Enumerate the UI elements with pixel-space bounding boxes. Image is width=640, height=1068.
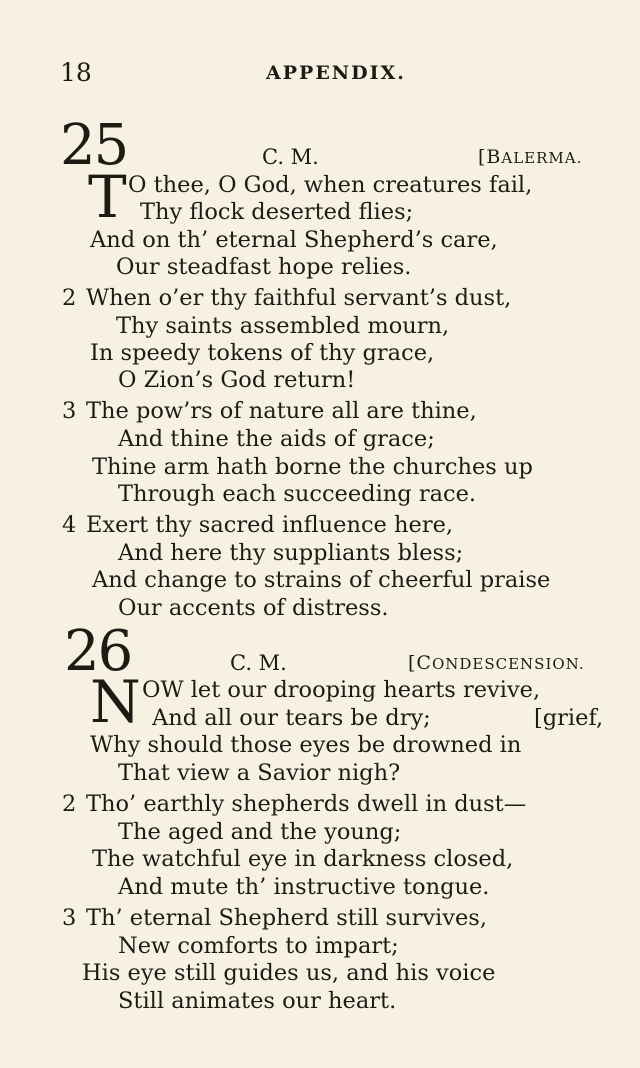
page-number: 18 (60, 58, 92, 87)
verse-line: His eye still guides us, and his voice (82, 960, 496, 986)
verse-number: 2 (62, 791, 77, 817)
verse-line: And mute th’ instructive tongue. (118, 874, 490, 900)
hymn-number: 25 (60, 113, 128, 178)
verse-line: And on th’ eternal Shepherd’s care, (90, 227, 498, 253)
verse-line: 2 Tho’ earthly shepherds dwell in dust— (62, 791, 527, 817)
verse-line: Still animates our heart. (118, 988, 397, 1014)
verse-line: O Zion’s God return! (118, 367, 356, 393)
verse-line: Our accents of distress. (118, 595, 389, 621)
tune-initial: [B (478, 146, 502, 168)
verse-number: 3 (62, 905, 77, 931)
verse-line: In speedy tokens of thy grace, (90, 340, 435, 366)
hymn-meter: C. M. (262, 145, 319, 169)
verse-number: 3 (62, 398, 77, 424)
hymn-number: 26 (64, 619, 132, 684)
verse-line: OW let our drooping hearts revive, (142, 677, 541, 703)
verse-line: [grief, (534, 705, 604, 731)
verse-line: New comforts to impart; (118, 933, 399, 959)
tune-rest: ALERMA. (501, 149, 583, 167)
verse-line: 3 The pow’rs of nature all are thine, (62, 398, 477, 424)
verse-line: And change to strains of cheerful praise (92, 567, 551, 593)
verse-line: Our steadfast hope relies. (116, 254, 412, 280)
verse-line: Thy saints assembled mourn, (116, 313, 450, 339)
verse-line: That view a Savior nigh? (118, 760, 401, 786)
verse-line: And here thy suppliants bless; (118, 540, 464, 566)
running-head: APPENDIX. (266, 62, 406, 84)
verse-line: Thy flock deserted flies; (140, 199, 414, 225)
drop-cap: N (90, 668, 141, 736)
drop-cap: T (88, 163, 127, 231)
verse-line: Why should those eyes be drowned in (90, 732, 522, 758)
verse-line: Thine arm hath borne the churches up (92, 454, 533, 480)
hymn-tune (478, 146, 582, 168)
verse-line: Through each succeeding race. (118, 481, 477, 507)
verse-line: O thee, O God, when creatures fail, (128, 172, 533, 198)
verse-line: 4 Exert thy sacred influence here, (62, 512, 454, 538)
verse-line: And thine the aids of grace; (118, 426, 435, 452)
verse-line: 3 Th’ eternal Shepherd still survives, (62, 905, 487, 931)
tune-initial: [C (408, 652, 432, 674)
verse-line: The aged and the young; (118, 819, 402, 845)
verse-line: 2 When o’er thy faithful servant’s dust, (62, 285, 512, 311)
hymn-meter: C. M. (230, 651, 287, 675)
page-header (0, 58, 640, 92)
verse-line: And all our tears be dry; (152, 705, 431, 731)
verse-number: 4 (62, 512, 77, 538)
verse-line: The watchful eye in darkness closed, (92, 846, 514, 872)
hymn-tune (408, 652, 585, 674)
verse-number: 2 (62, 285, 77, 311)
tune-rest: ONDESCENSION. (431, 655, 585, 673)
